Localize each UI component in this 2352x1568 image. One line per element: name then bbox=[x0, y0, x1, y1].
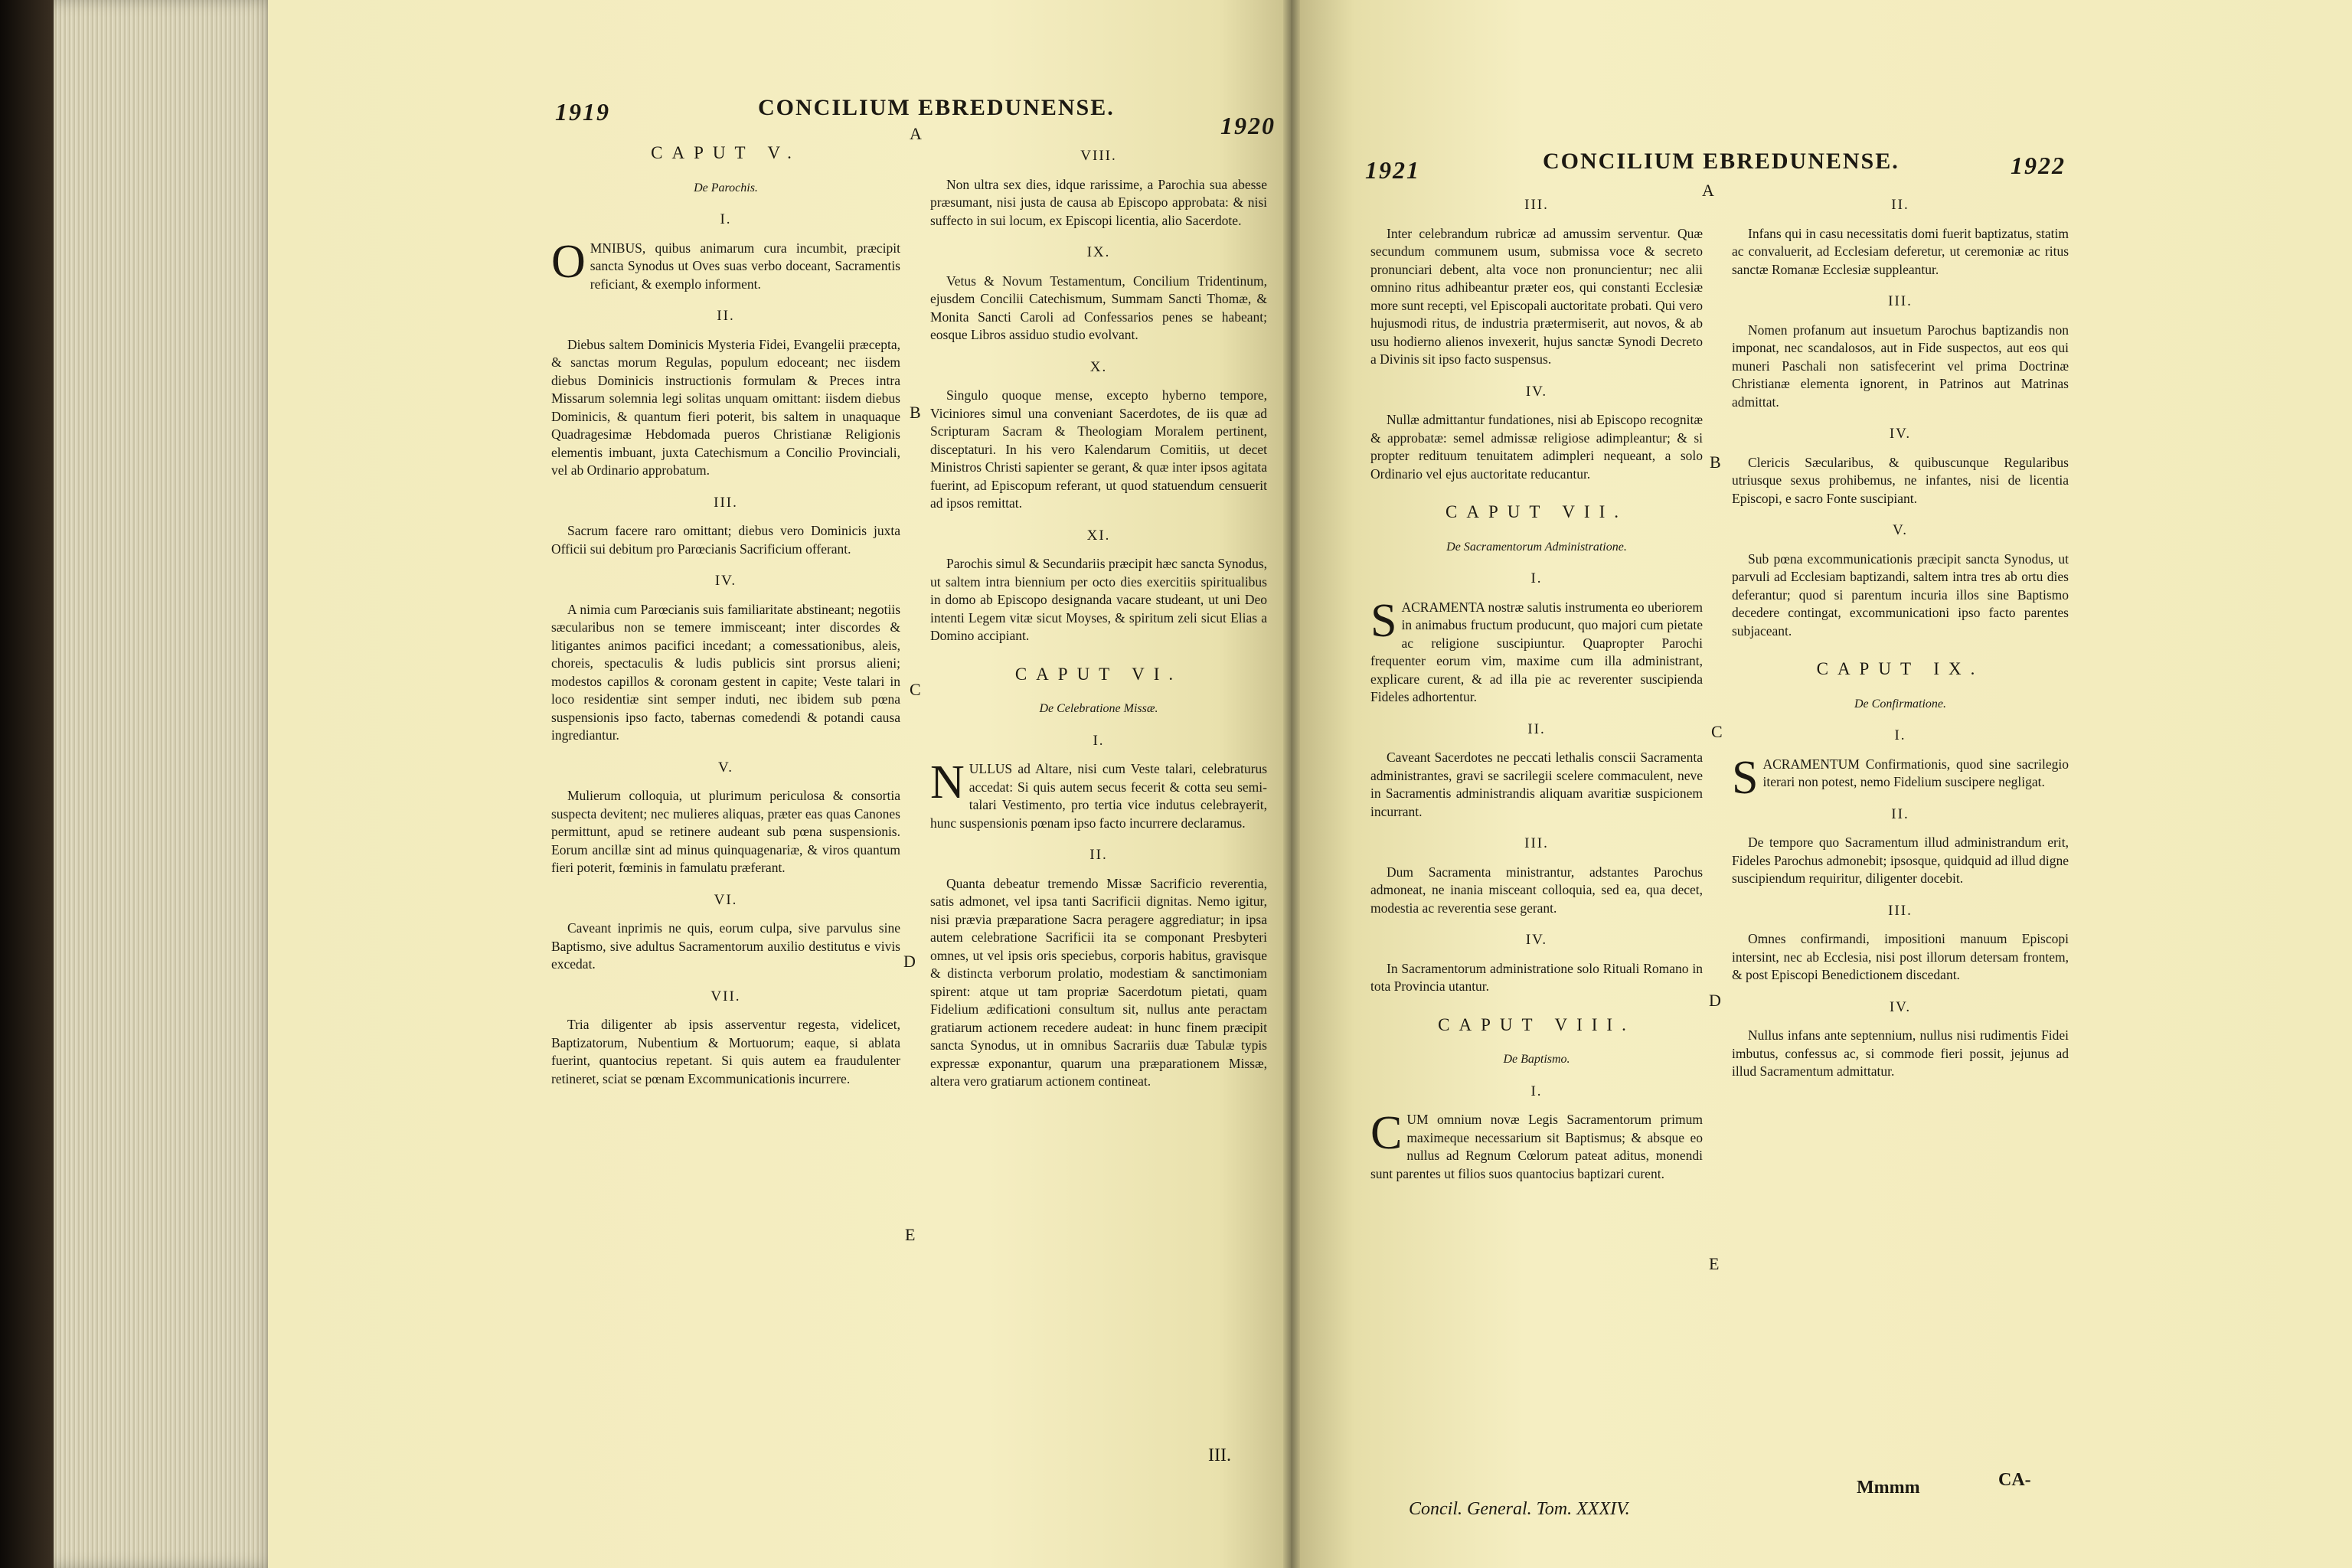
section-number: II. bbox=[1891, 805, 1909, 822]
catchword-right: CA- bbox=[1998, 1470, 2031, 1490]
section-number: IX. bbox=[1086, 244, 1111, 260]
volume-note: Concil. General. Tom. XXXIV. bbox=[1409, 1499, 1630, 1519]
catchword-left: III. bbox=[1208, 1446, 1231, 1465]
section-body: ACRAMENTUM Confirmationis, quod sine sacrilegio iterari non potest, nemo Fidelium suscipere negligat. bbox=[1762, 756, 2069, 789]
section-text: Mulierum colloquia, ut plurimum periculosa & consortia suspecta devitent; nec mulieres aliquas, præter eas quas Canones permittunt, apud se retinere audeant sub pœna suspensionis. Eorum ancillæ sint ad minus quinquagenariæ, & viros quantum fieri poterit, fœminis in famulatu præferant. bbox=[551, 788, 900, 875]
margin-letter-a: A bbox=[1702, 181, 1714, 200]
right-page-column-1 bbox=[1370, 193, 1703, 1192]
page-number-1922: 1922 bbox=[2011, 152, 2066, 179]
section-number: III. bbox=[714, 494, 738, 511]
section-body: ACRAMENTA nostræ salutis instrumenta eo uberiorem in animabus fructum producunt, quo majori cum pietate ac religione suscipiuntur. Quapropter Parochi frequenter eorum vim, maxime cum illa administrant, explicare curent, & ad illa pie ac reverenter suscipienda Fideles adhortentur. bbox=[1370, 599, 1703, 704]
section-number: XI. bbox=[1086, 527, 1111, 544]
section-text: Parochis simul & Secundariis præcipit hæc sancta Synodus, ut saltem intra biennium per octo dies exercitiis spiritualibus in domo ab Episcopo designanda vacare studeant, ut uni Deo intenti Legem vitæ sicut Moyses, & spiritum zeli sicut Elias a Domino accipiant. bbox=[930, 556, 1267, 643]
section-number: IV. bbox=[1889, 426, 1912, 442]
section-text: Nullus infans ante septennium, nullus nisi rudimentis Fidei imbutus, confessus ac, si commode fieri possit, jejunus ad illud Sacramentum admittatur. bbox=[1732, 1027, 2069, 1079]
section-text: Diebus saltem Dominicis Mysteria Fidei, Evangelii præcepta, & sanctas morum Regulas, populum edoceant; nec iisdem diebus Dominicis instructionis formulam & Preces intra Missarum solemnia legi solitas unquam omittant: iisdem diebus Dominicis, & quantum fieri poterit, bis saltem in unaquaque Quadragesimæ Hebdomada pueros Christianæ Religionis elementis imbuant, juxta Catechismum a Concilio Provinciali, vel ab Ordinario approbatum. bbox=[551, 336, 900, 478]
section-text: Omnes confirmandi, impositioni manuum Episcopi intersint, nec ab Ecclesia, nisi post illorum detersam frontem, & post Episcopi Benedictionem discedant. bbox=[1732, 931, 2069, 982]
section-number: VI. bbox=[714, 891, 738, 908]
running-title-right: CONCILIUM EBREDUNENSE. bbox=[1543, 149, 1900, 174]
section-text: Clericis Sæcularibus, & quibuscunque Regularibus utriusque sexus prohibemus, ne infantes, nisi de licentia Episcopi, e sacro Fonte suscipiant. bbox=[1732, 454, 2069, 506]
section-number: VII. bbox=[710, 988, 741, 1004]
section-number: III. bbox=[1888, 293, 1913, 309]
section-text: Nomen profanum aut insuetum Parochus baptizandis non imponat, nec scandalosos, aut in Fide suspectos, aut eos qui muneri Paschali non satisfecerint vel prima Doctrinæ Christianæ elementa ignorent, in Patrinos aut Matrinas admittat. bbox=[1732, 322, 2069, 410]
section-number: IV. bbox=[1525, 383, 1548, 400]
caput-subtitle: De Parochis. bbox=[694, 181, 758, 194]
margin-letter-d: D bbox=[1709, 991, 1721, 1010]
caput-subtitle: De Baptismo. bbox=[1503, 1053, 1570, 1066]
page-number-1921: 1921 bbox=[1365, 156, 1420, 184]
section-number: I. bbox=[1530, 570, 1543, 586]
section-text: Inter celebrandum rubricæ ad amussim serventur. Quæ secundum communem usum, submissa voce & secreto pronunciari debent, alta voce non pronuncientur; nec alii omnino ritus adhibeantur præter eos, qui constanti Ecclesiæ more sunt recepti, vel Episcopali auctoritate probati. Qui vero hujusmodi ritus, de industria prætermiserit, aut novos, & ab usu hodierno alienos invexerit, hujus sanctæ Synodi Decreto a Divinis sit ipso facto suspensus. bbox=[1370, 225, 1703, 367]
signature-mark: Mmmm bbox=[1857, 1478, 1920, 1498]
section-number: IV. bbox=[1889, 998, 1912, 1015]
section-text bbox=[930, 756, 1267, 832]
margin-letter-c: C bbox=[1711, 722, 1723, 741]
margin-letter-e: E bbox=[905, 1225, 916, 1244]
section-number: II. bbox=[1891, 197, 1909, 213]
section-number: V. bbox=[1892, 522, 1909, 538]
section-text: Caveant Sacerdotes ne peccati lethalis conscii Sacramenta administrantes, gravi se sacrilegii scelere commaculent, neve in Sacramentis administrandis aliquam avaritiæ suspicionem incurrant. bbox=[1370, 750, 1703, 819]
section-text: Dum Sacramenta ministrantur, adstantes Parochus admoneat, ne inania misceant colloquia, sed ea, qua decet, modestia ac reverentia sese gerant. bbox=[1370, 864, 1703, 916]
section-text: Singulo quoque mense, excepto hyberno tempore, Viciniores simul una conveniant Sacerdotes, de iis quæ ad Scripturam Sacram & Theologiam Moralem pertinent, disceptaturi. In his vero Kalendarum Comitiis, ut decet Ministros Christi sapienter se gerant, & quæ inter ipsos agitata fuerint, ad Episcopum referant, ut quod statuendum censuerit ad ipsos remittat. bbox=[930, 387, 1267, 511]
drop-cap: S bbox=[1732, 751, 1759, 804]
drop-cap: N bbox=[930, 756, 965, 808]
margin-letter-e: E bbox=[1709, 1254, 1720, 1273]
section-text bbox=[1370, 594, 1703, 707]
page-number-1920: 1920 bbox=[1220, 112, 1276, 139]
section-text: Quanta debeatur tremendo Missæ Sacrificio reverentia, satis admonet, vel ipsa tanti Sacrificii dignitas. Nemo igitur, nisi prævia præparatione Sacra peragere aggrediatur; in ipsa autem celebratione Sacrificii ita se componant Presbyteri omnes, ut vel ipsis oris speciebus, corporis habitus, gravisque & distincta verborum prolatio, modestiam & sanctimoniam spirent: atque ut tam propriæ Sacerdotum pietati, quam Fidelium ædificationi consultum sit, nullus ante peractam gratiarum actionem recedere audeat: in hunc finem præcipit sancta Synodus, ut in omnibus Sacrariis duæ Tabulæ typis expressæ exponantur, quarum una præparationem Missæ, altera vero gratiarum actionem contineat. bbox=[930, 875, 1267, 1089]
section-number: III. bbox=[1888, 902, 1913, 919]
section-number: X. bbox=[1089, 358, 1108, 375]
section-number: II. bbox=[717, 308, 735, 324]
section-text: De tempore quo Sacramentum illud administrandum erit, Fideles Parochus admonebit; ipsosque, quidquid ad illud digne suscipiendum requiritur, diligenter docebit. bbox=[1732, 835, 2069, 886]
section-text: Infans qui in casu necessitatis domi fuerit baptizatus, statim ac convaluerit, ad Ecclesiam deferetur, ut ceremoniæ ac ritus sanctæ Romanæ Ecclesiæ suppleantur. bbox=[1732, 225, 2069, 277]
right-page-column-2 bbox=[1732, 193, 2069, 1090]
caput-heading: CAPUT VI. bbox=[1014, 664, 1183, 684]
margin-letter-c: C bbox=[910, 680, 921, 699]
caput-subtitle: De Confirmatione. bbox=[1854, 697, 1946, 710]
section-text: Sacrum facere raro omittant; diebus vero Dominicis juxta Officii sui debitum pro Parœcianis Sacrificium offerant. bbox=[551, 523, 900, 557]
section-number: I. bbox=[1093, 732, 1105, 749]
caput-heading: CAPUT IX. bbox=[1816, 659, 1984, 678]
section-text bbox=[1732, 751, 2069, 804]
section-number: III. bbox=[1524, 197, 1549, 213]
caput-heading: CAPUT VII. bbox=[1446, 502, 1628, 521]
section-text: Tria diligenter ab ipsis asserventur regesta, videlicet, Baptizatorum, Nubentium & Mortuorum; eaque, si ablata fuerint, quantocius repetant. Si quis autem ea fraudulenter retineret, sciat se pœnam Excommunicationis incurrere. bbox=[551, 1017, 900, 1086]
section-number: V. bbox=[717, 759, 734, 776]
section-text: Sub pœna excommunicationis præcipit sancta Synodus, ut parvuli ad Ecclesiam baptizandi, saltem intra tres ab ortu dies deferantur; quod si parentum incuria illos sine Baptismo decedere contingat, excommunicationi ipso facto parentes subjaceant. bbox=[1732, 550, 2069, 639]
left-page-column-2 bbox=[930, 144, 1267, 1100]
running-title-left: CONCILIUM EBREDUNENSE. bbox=[758, 95, 1115, 120]
book-gutter bbox=[1283, 0, 1300, 1568]
section-body: UM omnium novæ Legis Sacramentorum primum maximeque necessarium sit Baptismus; & absque eo nullus ad Regnum Cœlorum pateat aditus, monendi sunt parentes ut filios suos quantocius baptizari curent. bbox=[1370, 1112, 1703, 1181]
section-number: II. bbox=[1527, 720, 1546, 737]
section-number: I. bbox=[1894, 727, 1906, 743]
drop-cap: S bbox=[1370, 594, 1397, 647]
page-number-1919: 1919 bbox=[555, 98, 610, 126]
section-number: III. bbox=[1524, 835, 1549, 851]
margin-letter-b: B bbox=[910, 403, 921, 422]
page-block-edges bbox=[54, 0, 276, 1568]
margin-letter-b: B bbox=[1710, 452, 1721, 472]
section-text: Vetus & Novum Testamentum, Concilium Tridentinum, ejusdem Concilii Catechismum, Summam Sancti Thomæ, & Monita Sancti Caroli ad Confessarios penes se habeant; eosque Libros assiduo studio evolvant. bbox=[930, 273, 1267, 342]
section-body: ULLUS ad Altare, nisi cum Veste talari, celebraturus accedat: Si quis autem secus fecerit & cotta seu semi-talari Vestimento, pro tertia vice indutus celebrayerit, hunc suspensionis pœnam ipso facto incurrere declaramus. bbox=[930, 761, 1267, 831]
margin-letter-d: D bbox=[903, 952, 916, 971]
section-text bbox=[551, 235, 900, 294]
section-text: A nimia cum Parœcianis suis familiaritate abstineant; negotiis sæcularibus non se temere immisceant; inter discordes & litigantes animos pacifici incedant; a comessationibus, aleis, choreis, spectaculis & ludis publicis sint prorsus alieni; modestos capillos & coronam gestent in capite; Veste talari in loco residentiæ sint semper induti, nec ibidem sub pœna suspensionis ipso facto, tabernas comedendi & potandi causa ingrediantur. bbox=[551, 601, 900, 743]
drop-cap: C bbox=[1370, 1107, 1403, 1159]
section-text: In Sacramentorum administratione solo Rituali Romano in tota Provincia utantur. bbox=[1370, 960, 1703, 994]
margin-letter-a: A bbox=[910, 124, 922, 143]
section-text: Nullæ admittantur fundationes, nisi ab Episcopo recognitæ & approbatæ: semel admissæ religiose adimpleantur; & si propter redituum tenuitatem adimpleri nequeant, a solo Ordinario vel ejus auctoritate reducantur. bbox=[1370, 412, 1703, 482]
section-number: II. bbox=[1089, 847, 1108, 863]
section-body: MNIBUS, quibus animarum cura incumbit, præcipit sancta Synodus ut Oves suas verbo doceant, Sacramentis reficiant, & exemplo informent. bbox=[590, 240, 900, 292]
section-text bbox=[1370, 1107, 1703, 1183]
caput-heading: CAPUT V. bbox=[651, 143, 801, 162]
book-edge-shadow bbox=[0, 0, 54, 1568]
section-number: IV. bbox=[1525, 932, 1548, 948]
section-text: Caveant inprimis ne quis, eorum culpa, sive parvulus sine Baptismo, sive adultus Sacramentorum auxilio destitutus e vivis excedat. bbox=[551, 920, 900, 972]
section-text: Non ultra sex dies, idque rarissime, a Parochia sua abesse præsumant, nisi justa de causa ab Episcopo approbata: & nisi suffecto in sui locum, ex Episcopi licentia, alio Sacerdote. bbox=[930, 176, 1267, 228]
left-page-column-1 bbox=[551, 129, 900, 1097]
drop-cap: O bbox=[551, 235, 586, 288]
section-number: I. bbox=[720, 211, 732, 227]
section-number: IV. bbox=[714, 573, 737, 589]
section-number: VIII. bbox=[1080, 148, 1117, 164]
section-number: I. bbox=[1530, 1083, 1543, 1099]
caput-heading: CAPUT VIII. bbox=[1438, 1014, 1635, 1034]
caput-subtitle: De Celebratione Missæ. bbox=[1039, 702, 1158, 715]
caput-subtitle: De Sacramentorum Administratione. bbox=[1446, 540, 1627, 554]
